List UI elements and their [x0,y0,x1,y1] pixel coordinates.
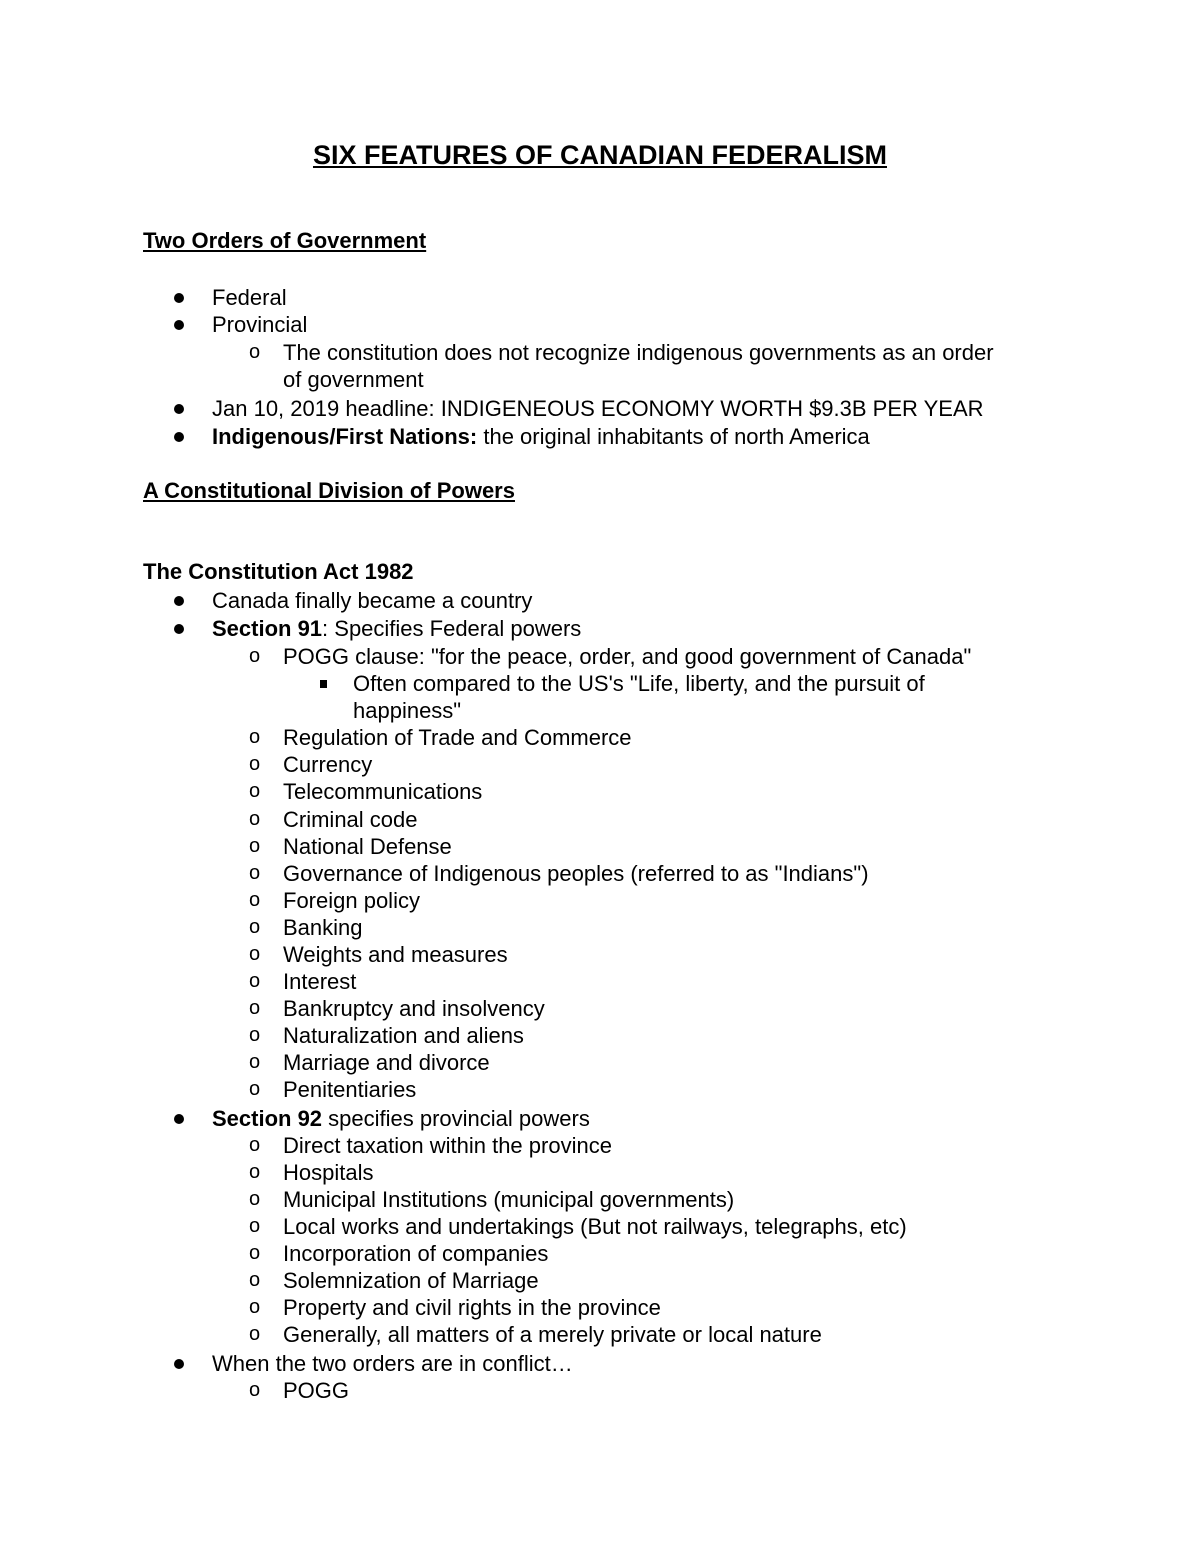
provincial-power-item: Municipal Institutions (municipal governments) [283,1187,735,1212]
bullet-disc [174,596,184,606]
provincial-power-item: Hospitals [283,1160,374,1185]
federal-power-item: Banking [283,915,363,940]
bullet-circle: o [249,645,261,667]
pogg-item: POGG clause: "for the peace, order, and good government of Canada" [283,644,972,669]
provincial-power-item: Generally, all matters of a merely private or local nature [283,1322,822,1347]
bullet-circle: o [249,970,261,992]
bullet-circle: o [249,1134,261,1156]
bullet-circle: o [249,341,261,363]
bullet-circle: o [249,1188,261,1210]
bullet-circle: o [249,1215,261,1237]
definition-item [212,423,870,450]
bullet-circle: o [249,916,261,938]
bullet-disc [174,624,184,634]
section-92-term: Section 92 [212,1106,323,1131]
list-item: Canada finally became a country [212,588,533,613]
bullet-disc [174,293,184,303]
federal-power-item: Naturalization and aliens [283,1023,524,1048]
bullet-disc [174,404,184,414]
bullet-circle: o [249,1323,261,1345]
bullet-circle: o [249,1296,261,1318]
bullet-circle: o [249,1269,261,1291]
bullet-circle: o [249,1161,261,1183]
federal-power-item: Foreign policy [283,888,420,913]
pogg-sub-item-continued: happiness" [353,698,462,723]
provincial-power-item: Direct taxation within the province [283,1133,612,1158]
list-item: The constitution does not recognize indigenous governments as an order [283,340,994,365]
provincial-power-item: Solemnization of Marriage [283,1268,539,1293]
bullet-circle: o [249,726,261,748]
federal-power-item: Criminal code [283,807,418,832]
federal-power-item: Currency [283,752,373,777]
federal-power-item: Marriage and divorce [283,1050,490,1075]
federal-power-item: Weights and measures [283,942,508,967]
bullet-circle: o [249,1379,261,1401]
provincial-power-item: Local works and undertakings (But not railways, telegraphs, etc) [283,1214,907,1239]
pogg-sub-item: Often compared to the US's "Life, liberty, and the pursuit of [353,671,925,696]
federal-power-item: Regulation of Trade and Commerce [283,725,632,750]
bullet-circle: o [249,862,261,884]
bullet-circle: o [249,1242,261,1264]
section-92-text: specifies provincial powers [322,1106,590,1131]
definition-term: Indigenous/First Nations: [212,424,478,449]
federal-power-item: Governance of Indigenous peoples (referred to as "Indians") [283,861,869,886]
list-item-continued: of government [283,367,424,392]
bullet-disc [174,1359,184,1369]
section-heading-division-of-powers: A Constitutional Division of Powers [143,478,515,503]
list-item: Jan 10, 2019 headline: INDIGENEOUS ECONOMY WORTH $9.3B PER YEAR [212,396,984,421]
bullet-circle: o [249,835,261,857]
section-heading-constitution-act: The Constitution Act 1982 [143,559,414,584]
bullet-circle: o [249,1078,261,1100]
bullet-circle: o [249,808,261,830]
section-91-item [212,615,581,642]
federal-power-item: Telecommunications [283,779,483,804]
bullet-disc [174,1114,184,1124]
list-item: POGG [283,1378,350,1403]
bullet-circle: o [249,889,261,911]
provincial-power-item: Property and civil rights in the province [283,1295,661,1320]
page-title: SIX FEATURES OF CANADIAN FEDERALISM [312,140,887,170]
list-item: Federal [212,285,287,310]
bullet-circle: o [249,943,261,965]
federal-power-item: Penitentiaries [283,1077,417,1102]
section-91-term: Section 91 [212,616,323,641]
bullet-circle: o [249,780,261,802]
federal-power-item: Interest [283,969,357,994]
bullet-circle: o [249,997,261,1019]
list-item: When the two orders are in conflict… [212,1351,573,1376]
provincial-power-item: Incorporation of companies [283,1241,549,1266]
section-91-text: : Specifies Federal powers [322,616,582,641]
section-heading-two-orders: Two Orders of Government [143,228,427,253]
bullet-circle: o [249,1024,261,1046]
bullet-disc [174,320,184,330]
bullet-disc [174,432,184,442]
definition-text: the original inhabitants of north America [477,424,870,449]
section-92-item [212,1105,590,1132]
bullet-square [320,680,327,688]
bullet-circle: o [249,1051,261,1073]
federal-power-item: Bankruptcy and insolvency [283,996,545,1021]
federal-power-item: National Defense [283,834,452,859]
list-item: Provincial [212,312,308,337]
bullet-circle: o [249,753,261,775]
